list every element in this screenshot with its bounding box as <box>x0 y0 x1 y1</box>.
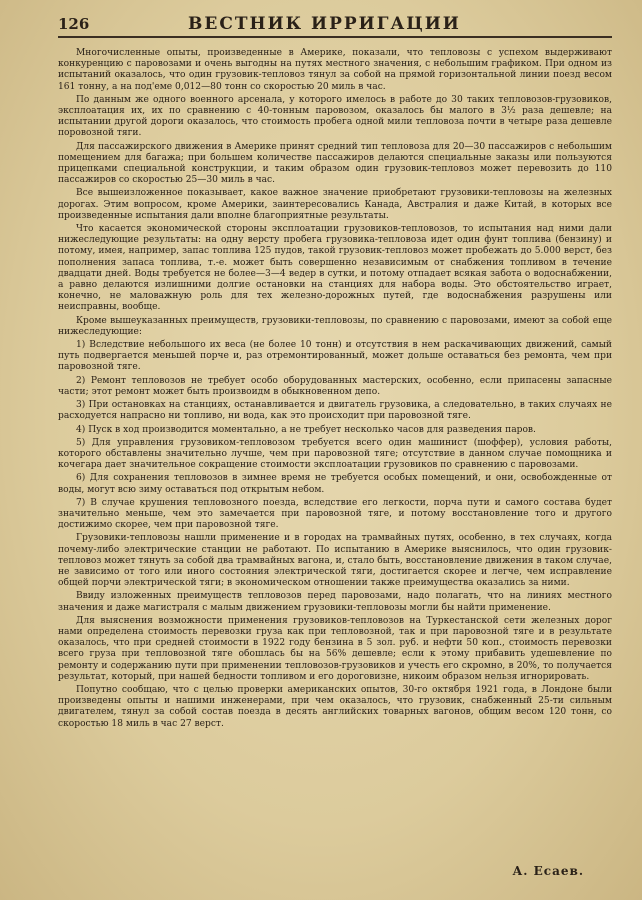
list-item: 3) При остановках на станциях, останавливается и двигатель грузовика, а следовательно, в таких случаях не расходуется напрасно ни топливо, ни вода, как это происходит при паровозной тяге. <box>58 400 612 422</box>
list-item: 7) В случае крушения тепловозного поезда, вследствие его легкости, порча пути и самого состава будет значительно меньше, чем это замечается при паровозной тяге, и потому восстановление того и другого достижимо скорее, чем при паровозной тяге. <box>58 497 612 531</box>
list-item: 2) Ремонт тепловозов не требует особо оборудованных мастерских, особенно, если припасены запасные части; этот ремонт может быть произвоидм в обыкновенном депо. <box>58 375 612 397</box>
paragraph: Что касается экономической стороны эксплоатации грузовиков-тепловозов, то испытания над ними дали нижеследующие результаты: на одну версту пробега грузовика-тепловоза идет один фунт топлива (бензину) и потому, имея, например, запас топлива 125 пудов, такой грузовик-тепловоз может пробежать до 5.000 верст, без пополнения запаса топлива, т.-е. может быть совершенно независимым от снабжения топливом в течение двадцати дней. Воды требуется не более—3—4 ведер в сутки, и потому отпадает всякая забота о водоснабжении, а равно делаются излишними долгие остановки на станциях для набора воды. Это обстоятельство играет, конечно, не маловажную роль для тех железно-дорожных путей, где водоснабжения разрушены или неисправны, вообще. <box>58 224 612 313</box>
journal-title: ВЕСТНИК ИРРИГАЦИИ <box>188 14 461 34</box>
list-item: 1) Вследствие небольшого их веса (не более 10 тонн) и отсутствия в нем раскачивающих движений, самый путь подвергается меньшей порче и, раз отремонтированный, может дольше оставаться без ремонта, чем при паровозной тяге. <box>58 340 612 373</box>
list-item: 4) Пуск в ход производится моментально, а не требует несколько часов для разведения паров. <box>76 424 536 435</box>
list-item: 5) Для управления грузовиком-тепловозом требуется всего один машинист (шоффер), условия работы, которого обставлены значительно лучше, чем при паровозной тяге; отсутствие в данном случае помощника и кочегара дает значительное сокращение стоимости эксплоатации грузовиков по сравнению с паровозами. <box>58 437 612 471</box>
list-item: 6) Для сохранения тепловозов в зимнее время не требуется особых помещений, и они, освобожденные от воды, могут всю зиму оставаться под открытым небом. <box>58 473 612 495</box>
paragraph: Для пассажирского движения в Америке принят средний тип тепловоза для 20—30 пассажиров с небольшим помещением для багажа; при большем количестве пассажиров делаются специальные заказы или пользуются прицепками специальной конструкции, и таким образом один грузовик-тепловоз может перевозить до 110 пассажиров со скоростью 25—30 миль в час. <box>58 141 612 186</box>
paragraph: Ввиду изложенных преимуществ тепловозов перед паровозами, надо полагать, что на линиях местного значения и даже магистраля с малым движением грузовики-тепловозы могли бы найти применение. <box>58 591 612 613</box>
paragraph: Все вышеизложенное показывает, какое важное значение приобретают грузовики-тепловозы на железных дорогах. Этим вопросом, кроме Америки, заинтересовались Канада, Австралия и даже Китай, в которых все произведенные испытания дали вполне благоприятные результаты. <box>58 188 612 221</box>
paragraph: Попутно сообщаю, что с целью проверки американских опытов, 30-го октября 1921 года, в Лондоне были произведены опыты и нашими инженерами, при чем оказалось, что грузовик, снабженный 25-ти сильным двигателем, тянул за собой состав поезда в десять английских товарных вагонов, общим весом 120 тонн, со скоростью 18 миль в час 27 верст. <box>58 684 612 729</box>
paragraph: По данным же одного военного арсенала, у которого имелось в работе до 30 таких тепловозов-грузовиков, эксплоатация их, их по сравнению с 40-тонным паровозом, оказалось бы малого в 3½ раза дешевле; на испытании другой дороги оказалось, что стоимость пробега одной мили тепловоза почти в четыре раза дешевле поровозной тяги. <box>58 94 612 139</box>
author-signature: А. Есаев. <box>512 864 584 878</box>
paragraph: Кроме вышеуказанных преимуществ, грузовики-тепловозы, по сравнению с паровозами, имеют за собой еще нижеследующие: <box>58 315 612 337</box>
article-body <box>58 48 612 730</box>
paragraph: Многочисленные опыты, произведенные в Америке, показали, что тепловозы с успехом выдерживают конкуренцию с паровозами и очень выгодны на путях местного значения, с небольшим графиком. При одном из испытаний оказалось, что один грузовик-тепловоз тянул за собой на прямой горизонтальной линии поезд весом 161 тонну, а на под'еме 0,012—80 тонн со скоростью 20 миль в час. <box>58 48 612 92</box>
paragraph: Для выяснения возможности применения грузовиков-тепловозов на Туркестанской сети железных дорог нами определена стоимость перевозки груза как при тепловозной, так и при паровозной тяге и в результате оказалось, что при средней стоимости в 1922 году бензина в 5 зол. руб. и нефти 50 коп., стоимость перевозки всего груза при тепловозной тяге обошлась бы на 56% дешевле; если к этому прибавить удешевление по ремонту и содержанию пути при применении тепловозов-грузовиков и учесть его скромно, в 20%, то получается результат, который, при нашей бедности топливом и его дороговизне, никоим образом нельзя игнорировать. <box>58 615 612 682</box>
paragraph: Грузовики-тепловозы нашли применение и в городах на трамвайных путях, особенно, в тех случаях, когда почему-либо электрические станции не работают. По испытанию в Америке выяснилось, что один грузовик-тепловоз может тянуть за собой два трамвайных вагона, и, стало быть, восстановление движения в таком случае, не зависимо от того или иного состояния электрической тяги, достигается скорее и легче, чем исправление общей порчи электрической тяги; в экономическом отношении также преимущества оказались за ними. <box>58 533 612 589</box>
page-number: 126 <box>58 15 90 33</box>
page-header <box>58 14 612 38</box>
